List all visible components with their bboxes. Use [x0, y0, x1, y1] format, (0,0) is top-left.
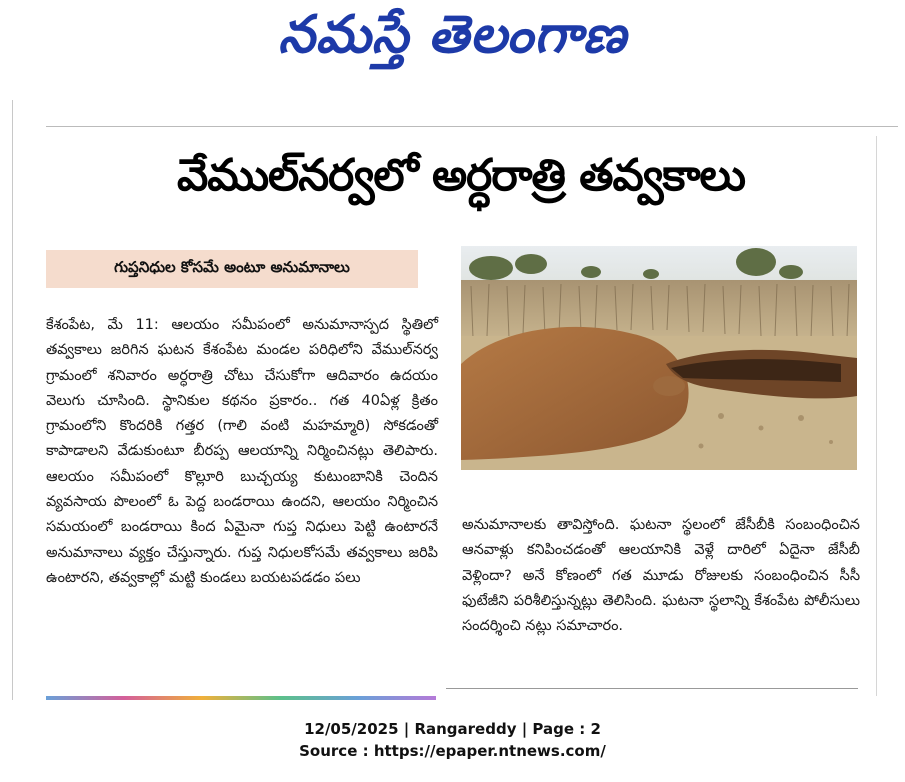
subheadline-text: గుప్తనిధుల కోసమే అంటూ అనుమానాలు	[114, 258, 350, 276]
article-column-right: అనుమానాలకు తావిస్తోంది. ఘటనా స్థలంలో జేసీబీకి సంబంధించిన ఆనవాళ్లు కనిపించడంతో ఆలయానికి వెళ్లే దారిలో ఏదైనా జేసీబీ వెళ్లిందా? అనే కోణంలో గత మూడు రోజులకు సంబంధించిన సీసీ ఫుటేజీని పరిశీలిస్తున్నట్లు తెలిసింది. ఘటనా స్థలాన్ని కేశంపేట పోలీసులు సందర్శించి నట్లు సమాచారం.	[462, 517, 860, 635]
masthead-title: నమస్తే తెలంగాణ	[278, 4, 627, 65]
color-bar-divider	[46, 696, 436, 700]
article-subheadline	[46, 250, 418, 288]
article-column-left: కేశంపేట, మే 11: ఆలయం సమీపంలో అనుమానాస్పద స్థితిలో తవ్వకాలు జరిగిన ఘటన కేశంపేట మండల పరిధిలోని వేముల్‌నర్వ గ్రామంలో శనివారం అర్ధరాత్రి చోటు చేసుకోగా ఆదివారం ఉదయం వెలుగు చూసింది. స్థానికుల కథనం ప్రకారం.. గత 40ఏళ్ల క్రితం గ్రామంలోని కొందరికి గత్తర (గాలి వంటి మహమ్మారి) సోకడంతో కాపాడాలని వేడుకుంటూ బీరప్ప ఆలయాన్ని నిర్మించినట్లు తెలిపారు. ఆలయం సమీపంలో కొల్లూరి బుచ్చయ్య కుటుంబానికి చెందిన వ్యవసాయ పొలంలో ఓ పెద్ద బండరాయి ఉందని, ఆలయం నిర్మించిన సమయంలో బండరాయి కింద ఏమైనా గుప్త నిధులు పెట్టి ఉంటారనే అనుమానాలు వ్యక్తం చేస్తున్నారు. గుప్త నిధులకోసమే తవ్వకాలు జరిపి ఉంటారని, తవ్వకాల్లో మట్టి కుండలు బయటపడడం పలు	[46, 317, 438, 586]
article-headline: వేముల్‌నర్వలో అర్ధరాత్రి తవ్వకాలు	[177, 150, 745, 201]
footer-date-edition: 12/05/2025 | Rangareddy | Page : 2	[304, 720, 601, 738]
left-border	[12, 100, 13, 700]
right-border	[876, 136, 877, 696]
footer	[0, 718, 905, 762]
footer-source: Source : https://epaper.ntnews.com/	[299, 742, 606, 760]
news-photo	[461, 246, 857, 470]
top-rule	[46, 126, 898, 127]
bottom-rule	[446, 688, 858, 689]
excavation-photo-illustration	[461, 246, 857, 470]
